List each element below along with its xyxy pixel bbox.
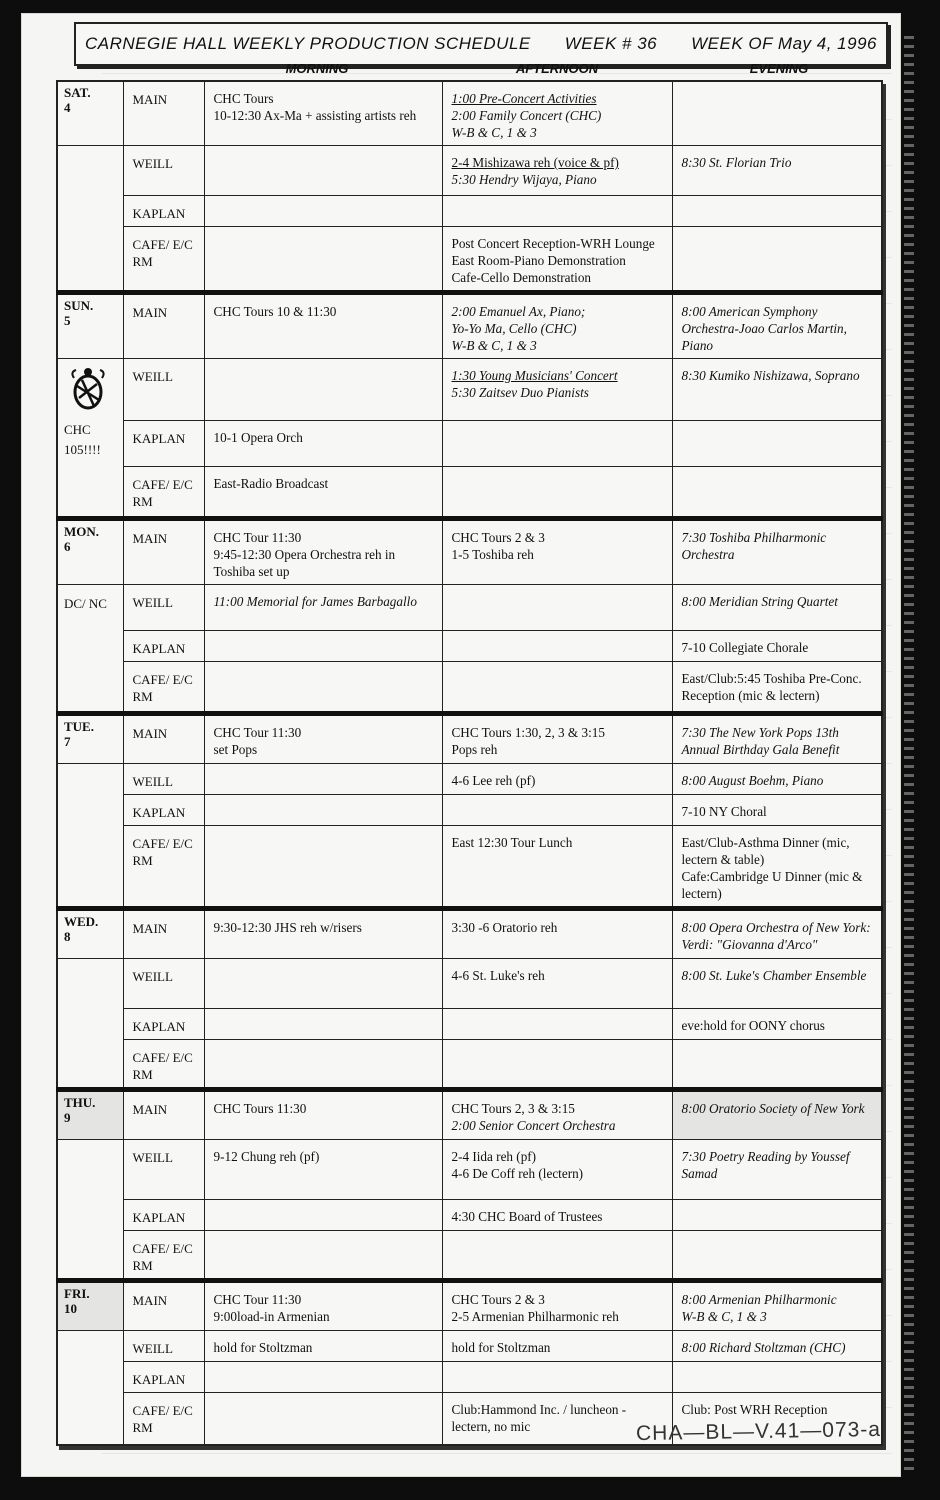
- schedule-row: [57, 1200, 882, 1231]
- afternoon-entry: 1:00 Pre-Concert Activities: [451, 91, 597, 106]
- afternoon-entry: 4-6 De Coff reh (lectern): [451, 1166, 584, 1181]
- day-date: 8: [64, 929, 71, 944]
- cell-afternoon: [442, 1231, 672, 1281]
- day-label-cell: [57, 909, 123, 959]
- schedule-row: [57, 81, 882, 146]
- schedule-row: [57, 1281, 882, 1331]
- afternoon-entry: 2:00 Emanuel Ax, Piano;: [451, 304, 586, 319]
- schedule-row: [57, 764, 882, 795]
- day-note-cell: [57, 1331, 123, 1445]
- day-label-cell: [57, 1090, 123, 1140]
- room-label: KAPLAN: [123, 421, 204, 467]
- cell-evening: [672, 1362, 882, 1393]
- carnegie-logo-icon: [68, 366, 108, 412]
- cell-afternoon: [442, 795, 672, 826]
- evening-entry: East/Club-Asthma Dinner (mic, lectern & table): [681, 835, 850, 867]
- cell-morning: [204, 467, 442, 519]
- cell-morning: [204, 81, 442, 146]
- afternoon-entry: CHC Tours 2 & 3: [451, 1292, 545, 1307]
- cell-morning: [204, 826, 442, 909]
- day-label-cell: [57, 1281, 123, 1331]
- afternoon-entry: East 12:30 Tour Lunch: [451, 835, 573, 850]
- afternoon-entry: 4:30 CHC Board of Trustees: [451, 1209, 603, 1224]
- morning-entry: East-Radio Broadcast: [213, 476, 329, 491]
- evening-entry: 8:00 American Symphony Orchestra-Joao Carlos Martin, Piano: [681, 304, 847, 353]
- day-note: CHC 105!!!!: [64, 422, 101, 457]
- morning-entry: hold for Stoltzman: [213, 1340, 313, 1355]
- afternoon-entry: CHC Tours 1:30, 2, 3 & 3:15: [451, 725, 605, 740]
- morning-entry: 9:45-12:30 Opera Orchestra reh in Toshiba set up: [213, 547, 396, 579]
- room-label: MAIN: [123, 1090, 204, 1140]
- evening-entry: 7-10 Collegiate Chorale: [681, 640, 809, 655]
- schedule-row: [57, 196, 882, 227]
- schedule-row: [57, 1331, 882, 1362]
- day-date: 10: [64, 1301, 77, 1316]
- schedule-row: [57, 146, 882, 196]
- cell-morning: [204, 421, 442, 467]
- schedule-row: [57, 1362, 882, 1393]
- evening-entry: 8:00 Armenian Philharmonic: [681, 1292, 837, 1307]
- cell-evening: [672, 1331, 882, 1362]
- afternoon-entry: 4-6 Lee reh (pf): [451, 773, 536, 788]
- cell-evening: [672, 959, 882, 1009]
- room-label: KAPLAN: [123, 1200, 204, 1231]
- cell-morning: [204, 585, 442, 631]
- cell-evening: [672, 795, 882, 826]
- cell-evening: [672, 519, 882, 585]
- morning-entry: 11:00 Memorial for James Barbagallo: [213, 594, 417, 609]
- evening-entry: W-B & C, 1 & 3: [681, 1309, 767, 1324]
- afternoon-entry: 4-6 St. Luke's reh: [451, 968, 545, 983]
- morning-entry: 9:00load-in Armenian: [213, 1309, 330, 1324]
- cell-evening: [672, 714, 882, 764]
- cell-morning: [204, 662, 442, 714]
- evening-entry: Club: Post WRH Reception: [681, 1402, 828, 1417]
- afternoon-entry: Pops reh: [451, 742, 498, 757]
- morning-entry: 9:30-12:30 JHS reh w/risers: [213, 920, 362, 935]
- evening-entry: 7-10 NY Choral: [681, 804, 767, 819]
- cell-afternoon: [442, 227, 672, 293]
- cell-morning: [204, 795, 442, 826]
- schedule-row: [57, 1009, 882, 1040]
- afternoon-entry: 2-5 Armenian Philharmonic reh: [451, 1309, 619, 1324]
- cell-morning: [204, 1009, 442, 1040]
- room-label: KAPLAN: [123, 1362, 204, 1393]
- schedule-row: [57, 714, 882, 764]
- afternoon-entry: 1:30 Young Musicians' Concert: [451, 368, 618, 383]
- cell-afternoon: [442, 1200, 672, 1231]
- afternoon-entry: Cafe-Cello Demonstration: [451, 270, 592, 285]
- cell-afternoon: [442, 764, 672, 795]
- evening-entry: 8:30 Kumiko Nishizawa, Soprano: [681, 368, 860, 383]
- day-date: 9: [64, 1110, 71, 1125]
- morning-entry: CHC Tour 11:30: [213, 725, 302, 740]
- cell-evening: [672, 1200, 882, 1231]
- cell-morning: [204, 1331, 442, 1362]
- day-name: SUN.: [64, 298, 94, 313]
- schedule-table: [56, 80, 883, 1446]
- afternoon-entry: 5:30 Zaitsev Duo Pianists: [451, 385, 589, 400]
- cell-evening: [672, 826, 882, 909]
- morning-entry: CHC Tour 11:30: [213, 530, 302, 545]
- column-head-evening: EVENING: [749, 61, 809, 76]
- day-note-cell: [57, 1140, 123, 1281]
- schedule-row: [57, 1090, 882, 1140]
- cell-afternoon: [442, 959, 672, 1009]
- schedule-row: [57, 585, 882, 631]
- day-note: DC/ NC: [64, 596, 107, 611]
- afternoon-entry: 1-5 Toshiba reh: [451, 547, 534, 562]
- cell-evening: [672, 764, 882, 795]
- schedule-row: [57, 467, 882, 519]
- evening-entry: 8:00 Richard Stoltzman (CHC): [681, 1340, 846, 1355]
- cell-afternoon: [442, 196, 672, 227]
- afternoon-entry: hold for Stoltzman: [451, 1340, 551, 1355]
- cell-morning: [204, 519, 442, 585]
- day-name: WED.: [64, 914, 99, 929]
- evening-entry: East/Club:5:45 Toshiba Pre-Conc. Reception (mic & lectern): [681, 671, 862, 703]
- afternoon-entry: 2-4 Mishizawa reh (voice & pf): [451, 155, 619, 170]
- cell-afternoon: [442, 662, 672, 714]
- cell-afternoon: [442, 631, 672, 662]
- day-date: 6: [64, 539, 71, 554]
- day-note-cell: [57, 585, 123, 714]
- cell-evening: [672, 1140, 882, 1200]
- cell-afternoon: [442, 146, 672, 196]
- cell-afternoon: [442, 1140, 672, 1200]
- column-head-afternoon: AFTERNOON: [515, 61, 599, 76]
- day-name: THU.: [64, 1095, 96, 1110]
- perforation-edge: [904, 30, 914, 1470]
- cell-afternoon: [442, 714, 672, 764]
- cell-afternoon: [442, 519, 672, 585]
- afternoon-entry: W-B & C, 1 & 3: [451, 338, 537, 353]
- schedule-row: [57, 359, 882, 421]
- cell-evening: [672, 909, 882, 959]
- cell-evening: [672, 359, 882, 421]
- cell-morning: [204, 359, 442, 421]
- cell-evening: [672, 1281, 882, 1331]
- morning-entry: 9-12 Chung reh (pf): [213, 1149, 320, 1164]
- cell-morning: [204, 1281, 442, 1331]
- evening-entry: 8:00 August Boehm, Piano: [681, 773, 824, 788]
- afternoon-entry: 5:30 Hendry Wijaya, Piano: [451, 172, 597, 187]
- cell-evening: [672, 196, 882, 227]
- room-label: KAPLAN: [123, 631, 204, 662]
- schedule-row: [57, 795, 882, 826]
- header-title: CARNEGIE HALL WEEKLY PRODUCTION SCHEDULE: [85, 34, 531, 53]
- day-note-cell: [57, 146, 123, 293]
- schedule-row: [57, 293, 882, 359]
- room-label: CAFE/ E/C RM: [123, 1393, 204, 1445]
- evening-entry: 8:00 St. Luke's Chamber Ensemble: [681, 968, 867, 983]
- cell-morning: [204, 909, 442, 959]
- cell-morning: [204, 764, 442, 795]
- column-head-morning: MORNING: [285, 61, 349, 76]
- evening-entry: 8:30 St. Florian Trio: [681, 155, 792, 170]
- evening-entry: 7:30 Poetry Reading by Youssef Samad: [681, 1149, 850, 1181]
- schedule-row: [57, 909, 882, 959]
- schedule-sheet: [22, 14, 900, 1476]
- day-name: SAT.: [64, 85, 91, 100]
- cell-evening: [672, 227, 882, 293]
- schedule-row: [57, 1040, 882, 1090]
- room-label: KAPLAN: [123, 196, 204, 227]
- room-label: MAIN: [123, 1281, 204, 1331]
- morning-entry: 10-1 Opera Orch: [213, 430, 303, 445]
- morning-entry: CHC Tours 11:30: [213, 1101, 307, 1116]
- handwritten-catalog-number: CHA—BL—V.41—073-a: [635, 1417, 882, 1446]
- cell-evening: [672, 631, 882, 662]
- cell-evening: [672, 293, 882, 359]
- cell-afternoon: [442, 585, 672, 631]
- evening-entry: 7:30 The New York Pops 13th Annual Birthday Gala Benefit: [681, 725, 840, 757]
- cell-afternoon: [442, 826, 672, 909]
- morning-entry: CHC Tours 10 & 11:30: [213, 304, 337, 319]
- evening-entry: 8:00 Oratorio Society of New York: [681, 1101, 865, 1116]
- evening-entry: 8:00 Meridian String Quartet: [681, 594, 838, 609]
- day-note-cell: [57, 359, 123, 519]
- cell-afternoon: [442, 421, 672, 467]
- day-date: 4: [64, 100, 71, 115]
- cell-evening: [672, 585, 882, 631]
- room-label: MAIN: [123, 714, 204, 764]
- cell-afternoon: [442, 293, 672, 359]
- schedule-row: [57, 959, 882, 1009]
- morning-entry: CHC Tours: [213, 91, 274, 106]
- cell-morning: [204, 1200, 442, 1231]
- room-label: MAIN: [123, 81, 204, 146]
- room-label: CAFE/ E/C RM: [123, 662, 204, 714]
- afternoon-entry: Club:Hammond Inc. / luncheon - lectern, no mic: [451, 1402, 627, 1434]
- room-label: CAFE/ E/C RM: [123, 467, 204, 519]
- room-label: WEILL: [123, 585, 204, 631]
- cell-afternoon: [442, 1281, 672, 1331]
- day-name: MON.: [64, 524, 100, 539]
- cell-morning: [204, 196, 442, 227]
- room-label: KAPLAN: [123, 795, 204, 826]
- morning-entry: CHC Tour 11:30: [213, 1292, 302, 1307]
- day-note-cell: [57, 764, 123, 909]
- day-name: TUE.: [64, 719, 94, 734]
- header-week-of: WEEK OF May 4, 1996: [691, 34, 877, 53]
- room-label: KAPLAN: [123, 1009, 204, 1040]
- schedule-row: [57, 1231, 882, 1281]
- day-label-cell: [57, 81, 123, 146]
- afternoon-entry: 2-4 Iida reh (pf): [451, 1149, 537, 1164]
- cell-evening: [672, 1090, 882, 1140]
- header-week-num: WEEK # 36: [564, 34, 658, 53]
- schedule-row: [57, 519, 882, 585]
- cell-morning: [204, 1362, 442, 1393]
- room-label: CAFE/ E/C RM: [123, 227, 204, 293]
- afternoon-entry: CHC Tours 2, 3 & 3:15: [451, 1101, 575, 1116]
- schedule-row: [57, 631, 882, 662]
- day-note-cell: [57, 959, 123, 1090]
- cell-evening: [672, 467, 882, 519]
- cell-afternoon: [442, 1362, 672, 1393]
- day-label-cell: [57, 519, 123, 585]
- cell-evening: [672, 662, 882, 714]
- room-label: WEILL: [123, 1140, 204, 1200]
- afternoon-entry: Post Concert Reception-WRH Lounge: [451, 236, 655, 251]
- room-label: WEILL: [123, 764, 204, 795]
- cell-afternoon: [442, 1090, 672, 1140]
- room-label: CAFE/ E/C RM: [123, 826, 204, 909]
- schedule-row: [57, 826, 882, 909]
- cell-afternoon: [442, 1040, 672, 1090]
- evening-entry: 8:00 Opera Orchestra of New York: Verdi: "Giovanna d'Arco": [681, 920, 871, 952]
- schedule-header: [74, 22, 888, 66]
- afternoon-entry: 2:00 Family Concert (CHC): [451, 108, 602, 123]
- afternoon-entry: East Room-Piano Demonstration: [451, 253, 626, 268]
- cell-morning: [204, 1040, 442, 1090]
- cell-morning: [204, 227, 442, 293]
- cell-evening: [672, 1040, 882, 1090]
- evening-entry: eve:hold for OONY chorus: [681, 1018, 825, 1033]
- schedule-row: [57, 421, 882, 467]
- room-label: WEILL: [123, 959, 204, 1009]
- cell-morning: [204, 1231, 442, 1281]
- cell-afternoon: [442, 1331, 672, 1362]
- room-label: WEILL: [123, 1331, 204, 1362]
- day-date: 5: [64, 313, 71, 328]
- afternoon-entry: Yo-Yo Ma, Cello (CHC): [451, 321, 577, 336]
- day-date: 7: [64, 734, 71, 749]
- cell-evening: [672, 1009, 882, 1040]
- afternoon-entry: 2:00 Senior Concert Orchestra: [451, 1118, 616, 1133]
- cell-evening: [672, 81, 882, 146]
- cell-morning: [204, 714, 442, 764]
- schedule-row: [57, 1140, 882, 1200]
- day-label-cell: [57, 293, 123, 359]
- cell-afternoon: [442, 81, 672, 146]
- evening-entry: 7:30 Toshiba Philharmonic Orchestra: [681, 530, 827, 562]
- evening-entry: Cafe:Cambridge U Dinner (mic & lectern): [681, 869, 863, 901]
- schedule-row: [57, 227, 882, 293]
- cell-evening: [672, 146, 882, 196]
- room-label: CAFE/ E/C RM: [123, 1040, 204, 1090]
- cell-morning: [204, 631, 442, 662]
- cell-evening: [672, 1231, 882, 1281]
- room-label: WEILL: [123, 359, 204, 421]
- room-label: MAIN: [123, 519, 204, 585]
- cell-morning: [204, 1393, 442, 1445]
- cell-morning: [204, 293, 442, 359]
- afternoon-entry: 3:30 -6 Oratorio reh: [451, 920, 558, 935]
- room-label: CAFE/ E/C RM: [123, 1231, 204, 1281]
- day-label-cell: [57, 714, 123, 764]
- schedule-row: [57, 662, 882, 714]
- room-label: MAIN: [123, 293, 204, 359]
- room-label: WEILL: [123, 146, 204, 196]
- room-label: MAIN: [123, 909, 204, 959]
- cell-evening: [672, 421, 882, 467]
- morning-entry: 10-12:30 Ax-Ma + assisting artists reh: [213, 108, 417, 123]
- morning-entry: set Pops: [213, 742, 258, 757]
- day-name: FRI.: [64, 1286, 90, 1301]
- cell-afternoon: [442, 909, 672, 959]
- cell-afternoon: [442, 467, 672, 519]
- cell-morning: [204, 1140, 442, 1200]
- cell-morning: [204, 959, 442, 1009]
- cell-morning: [204, 1090, 442, 1140]
- cell-afternoon: [442, 359, 672, 421]
- afternoon-entry: W-B & C, 1 & 3: [451, 125, 537, 140]
- afternoon-entry: CHC Tours 2 & 3: [451, 530, 545, 545]
- cell-morning: [204, 146, 442, 196]
- cell-afternoon: [442, 1009, 672, 1040]
